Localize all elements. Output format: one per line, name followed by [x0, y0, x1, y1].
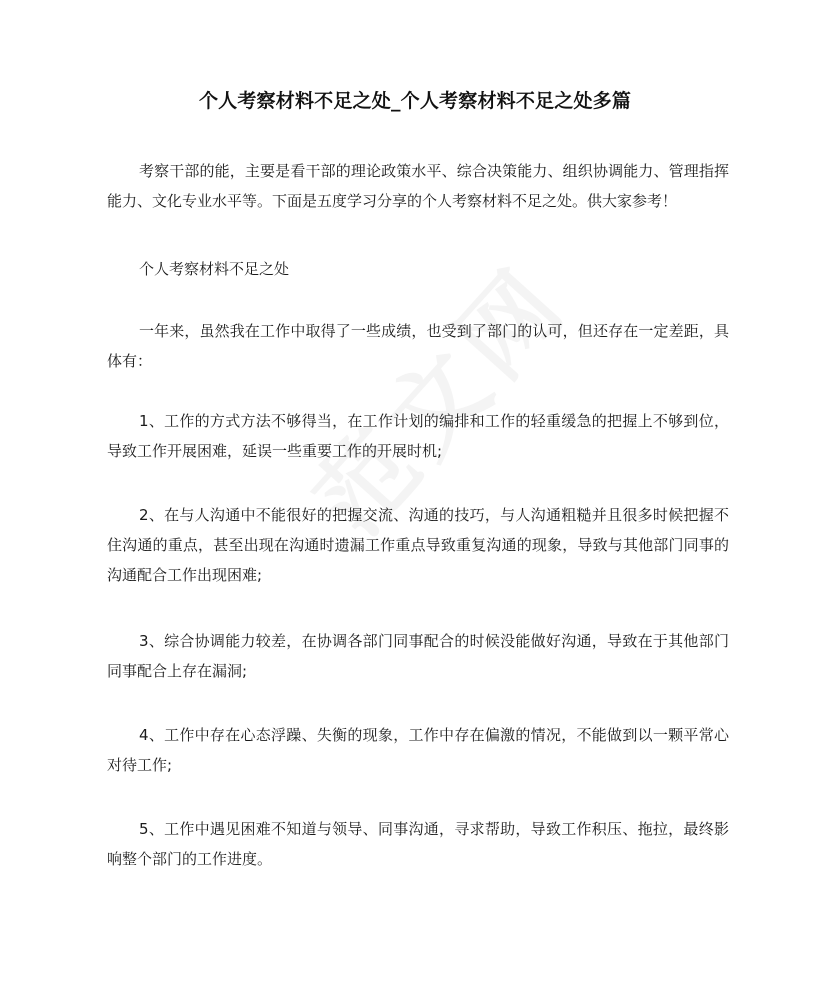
paragraph-item-4: 4、工作中存在心态浮躁、失衡的现象，工作中存在偏激的情况，不能做到以一颗平常心对待工作;: [107, 726, 729, 774]
paragraph-summary: 一年来，虽然我在工作中取得了一些成绩，也受到了部门的认可，但还存在一定差距，具体有：: [107, 322, 729, 370]
paragraph-intro: 考察干部的能，主要是看干部的理论政策水平、综合决策能力、组织协调能力、管理指挥能力、文化专业水平等。下面是五度学习分享的个人考察材料不足之处。供大家参考！: [107, 162, 729, 210]
paragraph-item-3: 3、综合协调能力较差，在协调各部门同事配合的时候没能做好沟通，导致在于其他部门同事配合上存在漏洞;: [107, 632, 729, 680]
paragraph-item-5: 5、工作中遇见困难不知道与领导、同事沟通，寻求帮助，导致工作积压、拖拉，最终影响整个部门的工作进度。: [107, 820, 729, 868]
page-title: 个人考察材料不足之处_个人考察材料不足之处多篇: [198, 90, 632, 112]
paragraph-heading: 个人考察材料不足之处: [139, 260, 290, 278]
paragraph-item-1: 1、工作的方式方法不够得当，在工作计划的编排和工作的轻重缓急的把握上不够到位，导致工作开展困难，延误一些重要工作的开展时机;: [107, 412, 729, 460]
paragraph-item-2: 2、在与人沟通中不能很好的把握交流、沟通的技巧，与人沟通粗糙并且很多时候把握不住沟通的重点，甚至出现在沟通时遗漏工作重点导致重复沟通的现象，导致与其他部门同事的沟通配合工作出现困难;: [107, 506, 729, 584]
